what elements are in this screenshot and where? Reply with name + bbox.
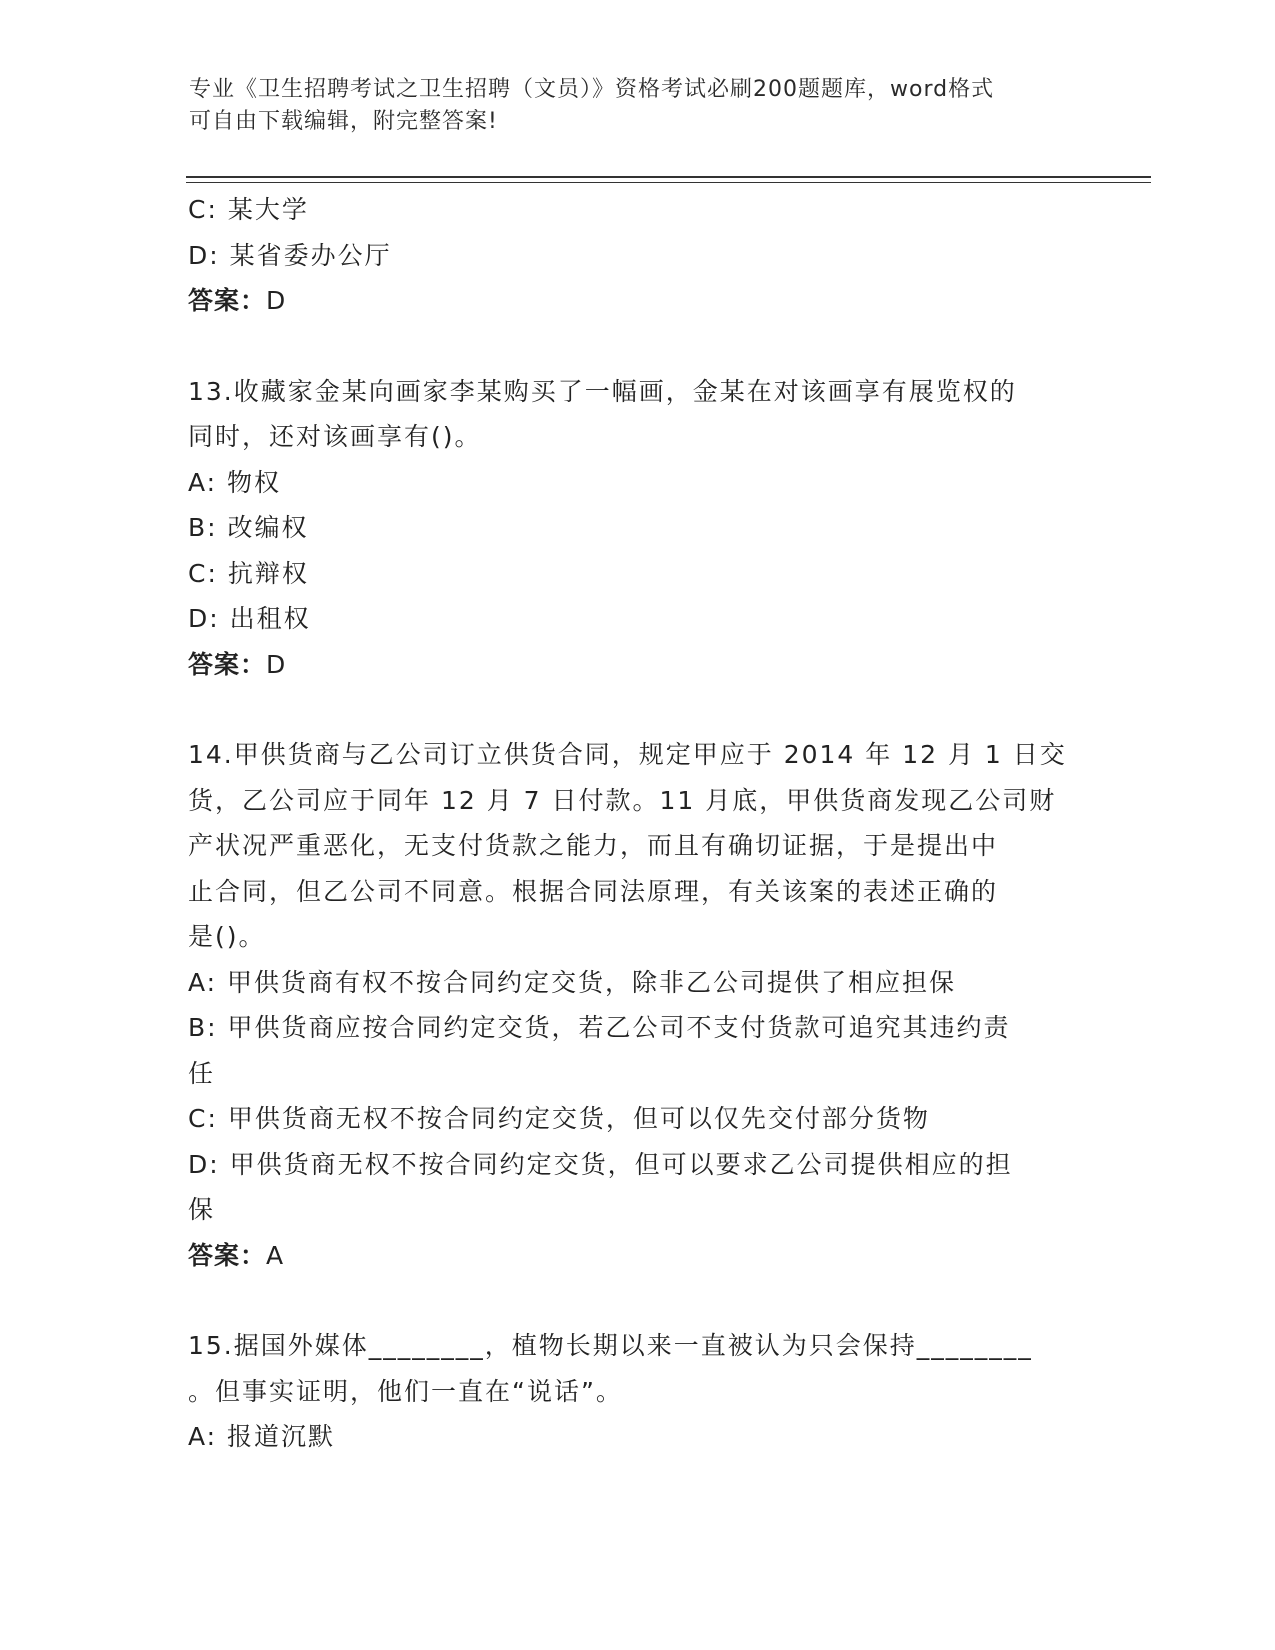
option-a: A: 甲供货商有权不按合同约定交货，除非乙公司提供了相应担保 xyxy=(188,967,957,997)
answer-label: 答案： xyxy=(188,649,267,679)
spacer xyxy=(188,687,1078,732)
document-body xyxy=(188,187,1078,1460)
question-stem-line: 货，乙公司应于同年 12 月 7 日付款。11 月底，甲供货商发现乙公司财 xyxy=(188,785,1057,815)
option-d: D: 某省委办公厅 xyxy=(188,240,392,270)
option-c: C: 抗辩权 xyxy=(188,558,309,588)
answer-label: 答案： xyxy=(188,286,267,315)
question-stem-line: 产状况严重恶化，无支付货款之能力，而且有确切证据，于是提出中 xyxy=(188,831,999,860)
option-c: C: 甲供货商无权不按合同约定交货，但可以仅先交付部分货物 xyxy=(188,1104,930,1133)
answer-value: D xyxy=(266,286,287,315)
option-d: D: 甲供货商无权不按合同约定交货，但可以要求乙公司提供相应的担 xyxy=(188,1149,1013,1179)
question-14 xyxy=(188,732,1078,1278)
answer-value: A xyxy=(266,1240,285,1270)
question-stem-line: 止合同，但乙公司不同意。根据合同法原理，有关该案的表述正确的 xyxy=(188,876,999,906)
answer-line xyxy=(188,1233,1078,1279)
question-12 xyxy=(188,187,1078,324)
question-stem-line: 15.据国外媒体________，植物长期以来一直被认为只会保持________ xyxy=(188,1331,1033,1360)
option-a: A: 物权 xyxy=(188,467,282,497)
spacer xyxy=(188,324,1078,369)
option-b: B: 改编权 xyxy=(188,513,309,542)
question-stem-line: 13.收藏家金某向画家李某购买了一幅画，金某在对该画享有展览权的 xyxy=(188,376,1017,406)
answer-line xyxy=(188,642,1078,688)
question-stem-line: 同时，还对该画享有()。 xyxy=(188,422,482,451)
header-line-2: 可自由下载编辑，附完整答案! xyxy=(189,109,498,134)
header-divider xyxy=(186,176,1151,183)
question-stem-line: 14.甲供货商与乙公司订立供货合同，规定甲应于 2014 年 12 月 1 日交 xyxy=(188,740,1067,769)
header-line-1: 专业《卫生招聘考试之卫生招聘（文员）》资格考试必刷200题题库，word格式 xyxy=(189,77,995,102)
document-header xyxy=(189,74,1069,138)
option-c: C: 某大学 xyxy=(188,195,309,224)
question-stem-line: 。但事实证明，他们一直在“说话”。 xyxy=(188,1376,623,1406)
option-d-continuation: 保 xyxy=(188,1195,216,1224)
option-a: A: 报道沉默 xyxy=(188,1422,336,1451)
answer-value: D xyxy=(266,649,287,679)
option-d: D: 出租权 xyxy=(188,604,311,633)
answer-label: 答案： xyxy=(188,1240,267,1270)
option-b-continuation: 任 xyxy=(188,1058,216,1088)
spacer xyxy=(188,1278,1078,1323)
question-stem-line: 是()。 xyxy=(188,922,266,951)
question-13 xyxy=(188,369,1078,688)
question-15 xyxy=(188,1323,1078,1460)
answer-line xyxy=(188,278,1078,324)
option-b: B: 甲供货商应按合同约定交货，若乙公司不支付货款可追究其违约责 xyxy=(188,1013,1011,1042)
